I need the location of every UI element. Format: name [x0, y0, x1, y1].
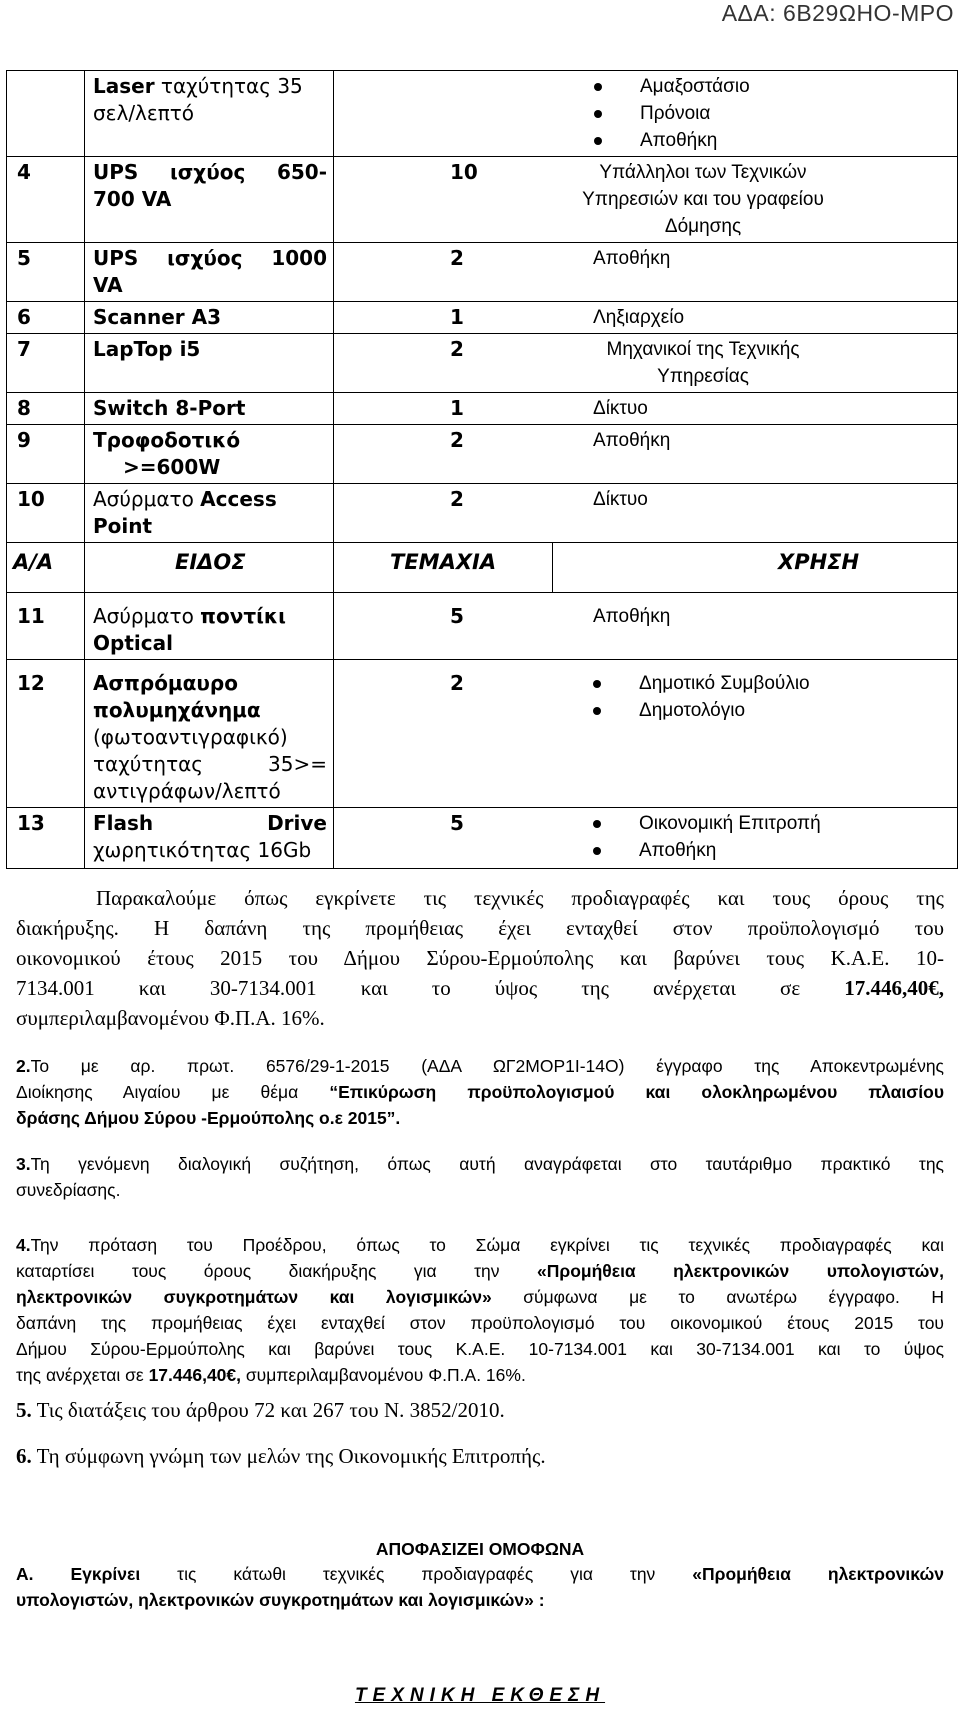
row-number: 13 [7, 808, 85, 869]
item-cell: UPS ισχύος 1000 VA [85, 243, 334, 302]
quantity: 2 [450, 671, 464, 695]
table-row [7, 660, 958, 808]
row-number: 7 [7, 334, 85, 393]
use-text: Αποθήκη [593, 606, 671, 627]
item-cell: Laser ταχύτητας 35 σελ/λεπτό [85, 71, 334, 157]
use-list [553, 810, 821, 864]
row-number [7, 71, 85, 157]
table-row [7, 393, 958, 425]
list-item: Αμαξοστάσιο [594, 73, 951, 100]
qty-use-cell [334, 660, 958, 808]
table-row [7, 71, 958, 157]
quantity: 1 [450, 396, 464, 420]
item-cell: Switch 8-Port [85, 393, 334, 425]
use-cell [334, 71, 958, 157]
list-item: Δημοτικό Συμβούλιο [593, 670, 810, 697]
row-number: 4 [7, 157, 85, 243]
list-item: Οικονομική Επιτροπή [593, 810, 821, 837]
qty-use-cell [334, 302, 958, 334]
table-row [7, 243, 958, 302]
table-row [7, 302, 958, 334]
header-eidos: ΕΙΔΟΣ [85, 543, 334, 593]
row-number: 9 [7, 425, 85, 484]
item-cell: Ασύρματο ποντίκι Optical [85, 593, 334, 660]
quantity: 5 [450, 604, 464, 628]
table-row [7, 425, 958, 484]
row-number: 11 [7, 593, 85, 660]
table-row [7, 334, 958, 393]
table-row [7, 808, 958, 869]
qty-use-cell [334, 593, 958, 660]
quantity: 1 [450, 305, 464, 329]
paragraph-5: 5. Τις διατάξεις του άρθρου 72 και 267 του Ν. 3852/2010. [16, 1398, 505, 1422]
paragraph-3: 3.Τη γενόμενη διαλογική συζήτηση, όπως αυτή αναγράφεται στο ταυτάριθμο πρακτικό της συνεδρίασης. [16, 1154, 944, 1200]
item-cell: Τροφοδοτικό >=600W [85, 425, 334, 484]
row-number: 5 [7, 243, 85, 302]
item-cell: Ασύρματο Access Point [85, 484, 334, 543]
quantity: 2 [450, 246, 464, 270]
paragraph-4: 4.Την πρόταση του Προέδρου, όπως το Σώμα εγκρίνει τις τεχνικές προδιαγραφές και καταρτίσει τους όρους διακήρυξης για την «Προμήθεια ηλεκτρονικών υπολογιστών, ηλεκτρονικών συγκροτημάτων και λογισμικών» σύμφωνα με το ανωτέρω έγγραφο. Η δαπάνη της προμήθειας έχει ενταχθεί στον προϋπολογισμό του οικονομικού έτους 2015 του Δήμου Σύρου-Ερμούπολης και βαρύνει τους Κ.Α.Ε. 10-7134.001 και 30-7134.001 και το ύψος της ανέρχεται σε 17.446,40€, συμπεριλαμβανομένου Φ.Π.Α. 16%. [16, 1235, 944, 1385]
list-item: Αποθήκη [594, 127, 951, 154]
paragraph-2: 2.Το με αρ. πρωτ. 6576/29-1-2015 (ΑΔΑ ΩΓ2ΜΟΡ1Ι-14Ο) έγγραφο της Αποκεντρωμένης Διοίκησης Αιγαίου με θέμα “Επικύρωση προϋπολογισμού και ολοκληρωμένου πλαισίου δράσης Δήμου Σύρου -Ερμούπολης ο.ε 2015”. [16, 1056, 945, 1128]
use-text: Υπάλληλοι των Τεχνικών Υπηρεσιών και του γραφείου Δόμησης [582, 162, 824, 237]
qty-use-cell [334, 484, 958, 543]
use-list [553, 670, 810, 724]
row-number: 10 [7, 484, 85, 543]
qty-use-cell [334, 243, 958, 302]
table-row [7, 484, 958, 543]
header-aa: Α/Α [7, 543, 85, 593]
qty-use-cell [334, 393, 958, 425]
table-row [7, 157, 958, 243]
qty-use-cell [334, 157, 958, 243]
quantity: 10 [450, 160, 478, 184]
quantity: 2 [450, 428, 464, 452]
ada-code: ΑΔΑ: 6Β29ΩΗΟ-ΜΡΟ [721, 0, 954, 26]
header-xrisi: ΧΡΗΣΗ [553, 543, 958, 593]
quantity: 5 [450, 811, 464, 835]
paragraph-request: Παρακαλούμε όπως εγκρίνετε τις τεχνικές προδιαγραφές και τους όρους της διακήρυξης. Η δαπάνη της προμήθειας έχει ενταχθεί στον προϋπολογισμό του οικονομικού έτους 2015 του Δήμου Σύρου-Ερμούπολης και βαρύνει τους Κ.Α.Ε. 10- 7134.001 και 30-7134.001 και το ύψος της ανέρχεται σε 17.446,40€, συμπεριλαμβανομένου Φ.Π.Α. 16%. [16, 886, 944, 1030]
quantity: 2 [450, 337, 464, 361]
item-cell: LapTop i5 [85, 334, 334, 393]
paragraph-6: 6. Τη σύμφωνη γνώμη των μελών της Οικονομικής Επιτροπής. [16, 1444, 546, 1468]
list-item: Δημοτολόγιο [593, 697, 810, 724]
equipment-table [6, 70, 958, 869]
use-text: Μηχανικοί της Τεχνικής Υπηρεσίας [606, 339, 800, 387]
decision-title: ΑΠΟΦΑΣΙΖΕΙ ΟΜΟΦΩΝΑ [375, 1539, 585, 1559]
item-cell: Ασπρόμαυρο πολυμηχάνημα (φωτοαντιγραφικό) ταχύτητας 35>= αντιγράφων/λεπτό [85, 660, 334, 808]
use-text: Δίκτυο [593, 489, 648, 510]
item-cell: UPS ισχύος 650- 700 VA [85, 157, 334, 243]
use-text: Ληξιαρχείο [593, 307, 685, 328]
row-number: 8 [7, 393, 85, 425]
row-number: 6 [7, 302, 85, 334]
decision-a: Α. Εγκρίνει τις κάτωθι τεχνικές προδιαγραφές για την «Προμήθεια ηλεκτρονικών υπολογιστών, ηλεκτρονικών συγκροτημάτων και λογισμικών» : [16, 1564, 944, 1610]
use-text: Αποθήκη [593, 248, 671, 269]
qty-use-cell [334, 425, 958, 484]
header-temaxia: ΤΕΜΑΧΙΑ [334, 543, 553, 593]
qty-use-cell [334, 334, 958, 393]
table-row [7, 593, 958, 660]
use-text: Αποθήκη [593, 430, 671, 451]
list-item: Αποθήκη [593, 837, 821, 864]
row-number: 12 [7, 660, 85, 808]
qty-use-cell [334, 808, 958, 869]
item-cell: Scanner A3 [85, 302, 334, 334]
item-cell: Flash Drive χωρητικότητας 16Gb [85, 808, 334, 869]
quantity: 2 [450, 487, 464, 511]
use-text: Δίκτυο [593, 398, 648, 419]
list-item: Πρόνοια [594, 100, 951, 127]
table-header-row [7, 543, 958, 593]
technical-report-title: ΤΕΧΝΙΚΗ ΕΚΘΕΣΗ [354, 1685, 606, 1706]
